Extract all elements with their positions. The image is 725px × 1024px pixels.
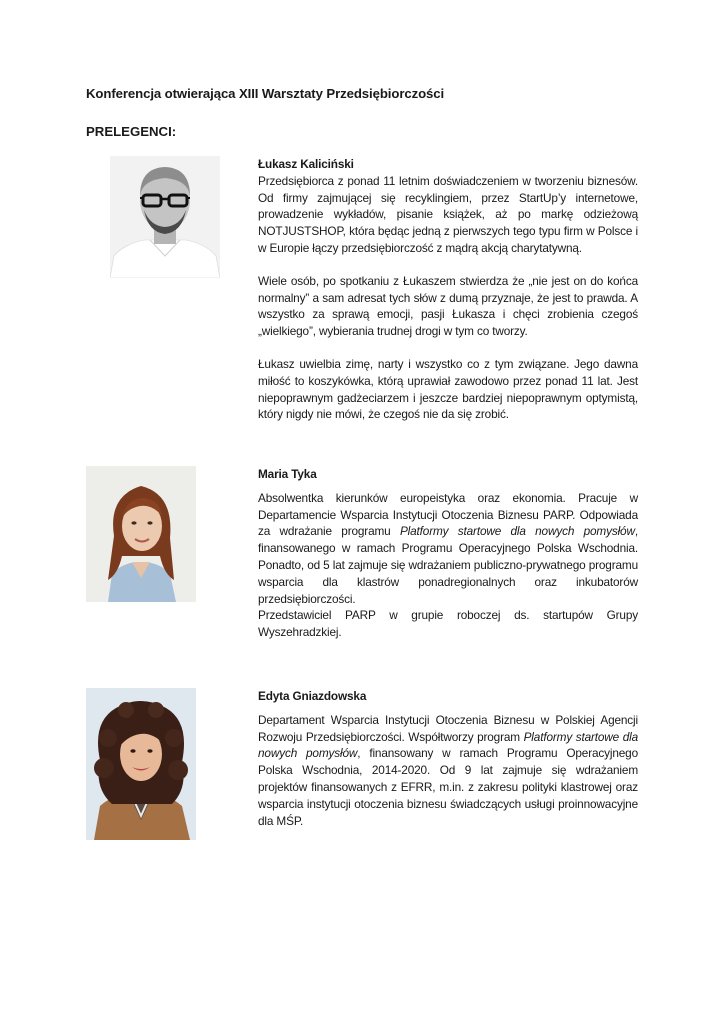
program-name: Platformy startowe dla nowych pomysłów bbox=[258, 729, 639, 761]
speaker-bio-kalicinski bbox=[258, 156, 638, 423]
speaker-photo-kalicinski bbox=[110, 156, 220, 278]
bio-paragraph: Wiele osób, po spotkaniu z Łukaszem stwierdza że „nie jest on do końca normalny” a sam adresat tych słów z dumą przyznaje, że jest to prawda. A wszystko za sprawą emocji, pasji Łukasza i chęci zrobienia czegoś „wielkiego”, wybierania trudnej drogi w tym co tworzy. bbox=[258, 273, 638, 339]
speaker-photo-tyka bbox=[86, 466, 196, 602]
bio-paragraph: Przedstawiciel PARP w grupie roboczej ds. startupów Grupy Wyszehradzkiej. bbox=[258, 608, 638, 640]
portrait-woman-red-hair-icon bbox=[86, 466, 196, 602]
speaker-name: Maria Tyka bbox=[258, 467, 317, 481]
speaker-name: Edyta Gniazdowska bbox=[258, 689, 367, 703]
bio-paragraph: Łukasz uwielbia zimę, narty i wszystko co z tym związane. Jego dawna miłość to koszykówka, którą uprawiał zawodowo przez ponad 11 lat. Jest niepoprawnym gadżeciarzem i jeszcze bardziej niepoprawnym optymistą, który nigdy nie mówi, że czegoś nie da się zrobić. bbox=[258, 356, 638, 422]
speaker-photo-gniazdowska bbox=[86, 688, 196, 840]
bio-paragraph: Absolwentka kierunków europeistyka oraz ekonomia. Pracuje w Departamencie Wsparcia Instytucji Otoczenia Biznesu PARP. Odpowiada za wdrażanie programu Platformy startowe dla nowych pomysłów, finansowanego w ramach Programu Operacyjnego Polska Wschodnia. Ponadto, od 5 lat zajmuje się wdrażaniem publiczno-prywatnego programu wsparcia dla klastrów ponadregionalnych oraz inkubatorów przedsiębiorczości. bbox=[258, 490, 638, 606]
document-title: Konferencja otwierająca XIII Warsztaty Przedsiębiorczości bbox=[86, 86, 445, 101]
portrait-man-glasses-icon bbox=[110, 156, 220, 278]
speaker-bio-gniazdowska bbox=[258, 688, 638, 829]
portrait-woman-curly-hair-icon bbox=[86, 688, 196, 840]
speaker-name: Łukasz Kaliciński bbox=[258, 157, 354, 171]
program-name: Platformy startowe dla nowych pomysłów bbox=[399, 524, 635, 539]
bio-paragraph: Departament Wsparcia Instytucji Otoczenia Biznesu w Polskiej Agencji Rozwoju Przedsiębiorczości. Współtworzy program Platformy startowe dla nowych pomysłów, finansowany w ramach Programu Operacyjnego Polska Wschodnia, 2014-2020. Od 9 lat zajmuje się wdrażaniem projektów finansowanych z EFRR, m.in. z zakresu polityki klastrowej oraz wsparcia instytucji otoczenia biznesu świadczących usługi proinnowacyjne dla MŚP. bbox=[258, 712, 639, 828]
bio-paragraph: Przedsiębiorca z ponad 11 letnim doświadczeniem w tworzeniu biznesów. Od firmy zajmującej się recyklingiem, przez StartUp’y internetowe, prowadzenie wykładów, pisanie książek, aż po markę odzieżową NOTJUSTSHOP, która będąc jedną z pierwszych tego typu firm w Polsce i w Europie łączy przedsiębiorczość z mądrą akcją charytatywną. bbox=[258, 173, 638, 255]
speakers-heading: PRELEGENCI: bbox=[86, 124, 177, 139]
speaker-bio-tyka bbox=[258, 466, 638, 641]
